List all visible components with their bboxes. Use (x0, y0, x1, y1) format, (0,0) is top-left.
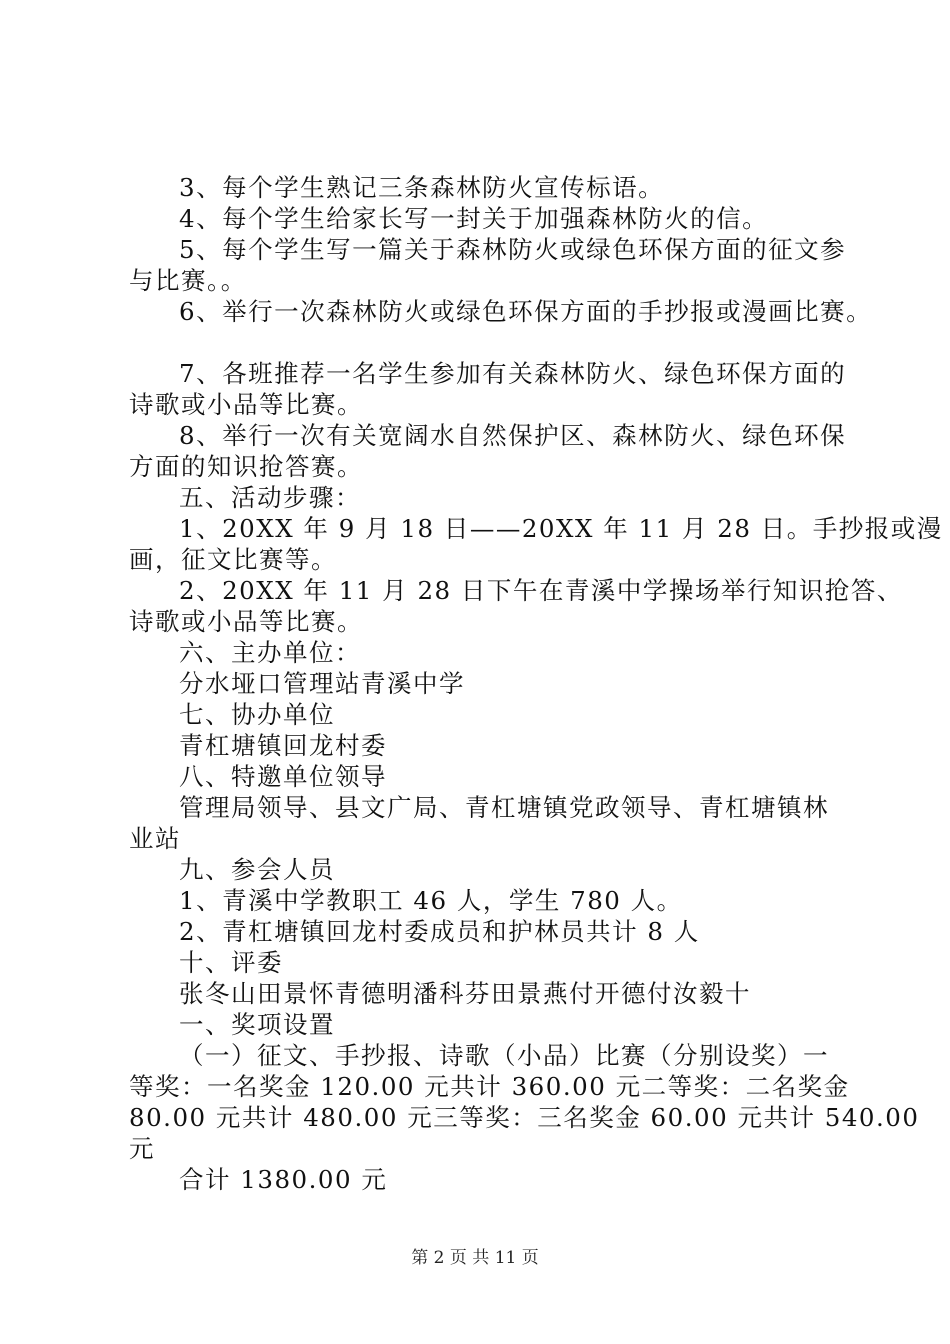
text-line: 3、每个学生熟记三条森林防火宣传标语。 (179, 173, 665, 202)
text-line: 等奖：一名奖金 120.00 元共计 360.00 元二等奖：二名奖金 (129, 1072, 850, 1101)
text-line: 诗歌或小品等比赛。 (129, 390, 363, 419)
section-heading: 八、特邀单位领导 (179, 762, 387, 791)
section-heading: 七、协办单位 (179, 700, 335, 729)
document-body (129, 172, 943, 1195)
text-line: 青杠塘镇回龙村委 (179, 731, 387, 760)
text-line: 与比赛。。 (129, 266, 247, 295)
text-line: 诗歌或小品等比赛。 (129, 607, 363, 636)
text-line: 管理局领导、县文广局、青杠塘镇党政领导、青杠塘镇林 (179, 793, 829, 822)
page-number: 第 2 页 共 11 页 (411, 1248, 539, 1268)
text-line: 2、青杠塘镇回龙村委成员和护林员共计 8 人 (179, 917, 700, 946)
text-line: 方面的知识抢答赛。 (129, 452, 363, 481)
text-line: 业站 (129, 824, 181, 853)
blank-line (129, 327, 839, 358)
text-line: 7、各班推荐一名学生参加有关森林防火、绿色环保方面的 (179, 359, 847, 388)
section-heading: 六、主办单位： (179, 638, 361, 667)
section-heading: 一、奖项设置 (179, 1010, 335, 1039)
section-heading: 十、评委 (179, 948, 283, 977)
text-line: 8、举行一次有关宽阔水自然保护区、森林防火、绿色环保 (179, 421, 847, 450)
text-line: 1、20XX 年 9 月 18 日——20XX 年 11 月 28 日。手抄报或漫 (179, 514, 943, 543)
text-line: 1、青溪中学教职工 46 人，学生 780 人。 (179, 886, 683, 915)
text-line: 5、每个学生写一篇关于森林防火或绿色环保方面的征文参 (179, 235, 847, 264)
text-line: 2、20XX 年 11 月 28 日下午在青溪中学操场举行知识抢答、 (179, 576, 903, 605)
text-line: 画，征文比赛等。 (129, 545, 337, 574)
section-heading: 五、活动步骤： (179, 483, 361, 512)
text-line: 合计 1380.00 元 (179, 1165, 388, 1194)
text-line: 元 (129, 1134, 155, 1163)
text-line: （一）征文、手抄报、诗歌（小品）比赛（分别设奖）一 (179, 1041, 829, 1070)
text-line: 4、每个学生给家长写一封关于加强森林防火的信。 (179, 204, 769, 233)
text-line: 分水垭口管理站青溪中学 (179, 669, 465, 698)
text-line: 80.00 元共计 480.00 元三等奖：三名奖金 60.00 元共计 540.00 (129, 1103, 920, 1132)
section-heading: 九、参会人员 (179, 855, 335, 884)
text-line: 6、举行一次森林防火或绿色环保方面的手抄报或漫画比赛。 (179, 297, 873, 326)
text-line: 张冬山田景怀青德明潘科芬田景燕付开德付汝毅十 (179, 979, 751, 1008)
